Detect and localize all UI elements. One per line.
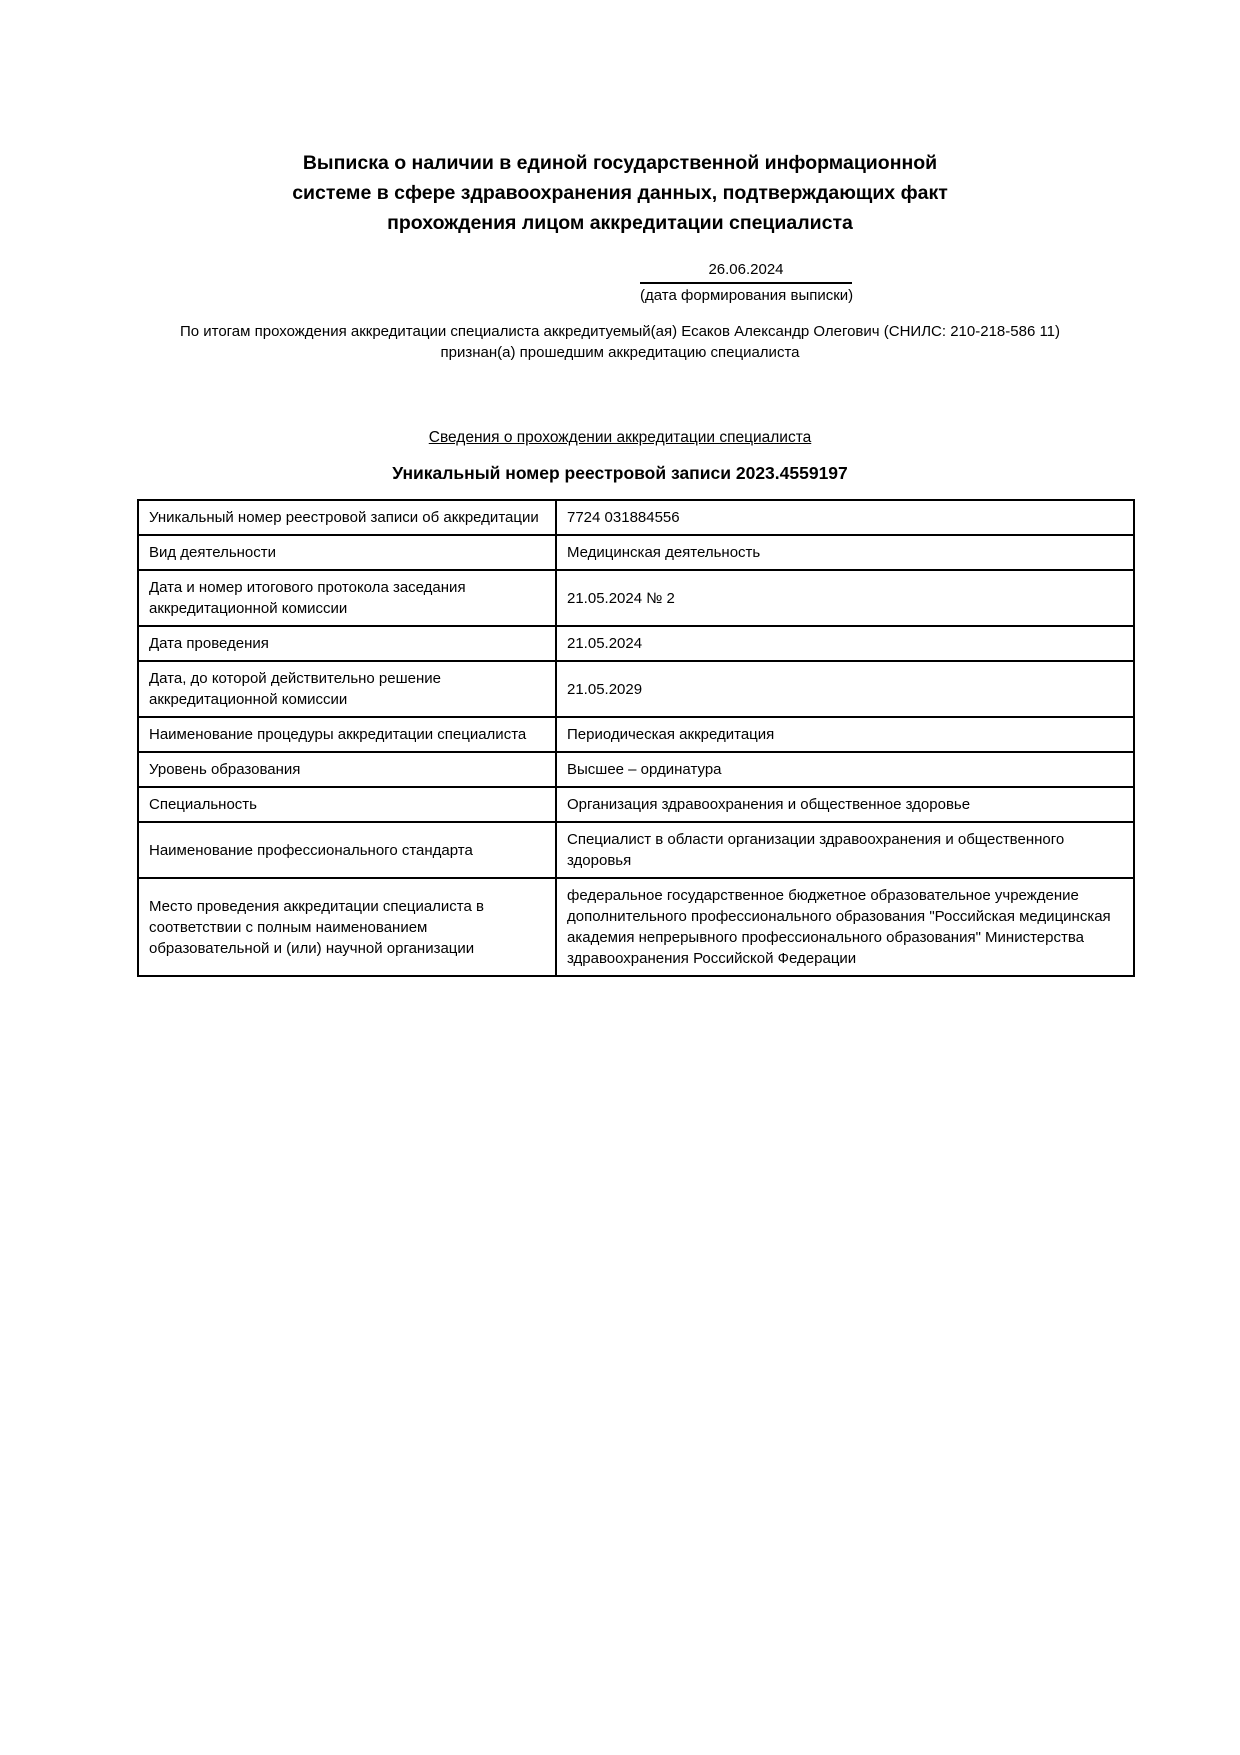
row-label-cell: Наименование профессионального стандарта (138, 822, 556, 878)
row-value-cell: Медицинская деятельность (556, 535, 1134, 570)
table-row (138, 878, 1134, 976)
row-label-cell: Вид деятельности (138, 535, 556, 570)
extract-date-caption: (дата формирования выписки) (640, 287, 854, 304)
row-value-cell: Организация здравоохранения и общественное здоровье (556, 787, 1134, 822)
extract-date: 26.06.2024 (640, 260, 852, 284)
section-heading: Сведения о прохождении аккредитации специалиста (428, 429, 812, 446)
row-label-cell: Место проведения аккредитации специалиста в соответствии с полным наименованием образовательной и (или) научной организации (138, 878, 556, 976)
row-label-cell: Дата проведения (138, 626, 556, 661)
row-value-cell: Периодическая аккредитация (556, 717, 1134, 752)
table-row (138, 500, 1134, 535)
date-block (640, 260, 852, 305)
row-label-cell: Дата и номер итогового протокола заседания аккредитационной комиссии (138, 570, 556, 626)
page-title-line: прохождения лицом аккредитации специалиста (387, 212, 853, 234)
row-value-cell: 7724 031884556 (556, 500, 1134, 535)
row-label-cell: Уровень образования (138, 752, 556, 787)
table-row (138, 626, 1134, 661)
row-value-cell: Специалист в области организации здравоохранения и общественного здоровья (556, 822, 1134, 878)
table-row (138, 822, 1134, 878)
registry-number-heading: Уникальный номер реестровой записи 2023.4559197 (392, 463, 848, 483)
row-value-cell: 21.05.2029 (556, 661, 1134, 717)
row-value-cell: Высшее – ординатура (556, 752, 1134, 787)
row-label-cell: Наименование процедуры аккредитации специалиста (138, 717, 556, 752)
table-row (138, 787, 1134, 822)
page-title-line: системе в сфере здравоохранения данных, подтверждающих факт (292, 182, 948, 204)
table-row (138, 535, 1134, 570)
row-value-cell: 21.05.2024 № 2 (556, 570, 1134, 626)
intro-line: По итогам прохождения аккредитации специалиста аккредитуемый(ая) Есаков Александр Олегович (СНИЛС: 210-218-586 11) (179, 323, 1061, 340)
row-label-cell: Уникальный номер реестровой записи об аккредитации (138, 500, 556, 535)
accreditation-table (137, 499, 1135, 977)
intro-paragraph (0, 321, 1240, 363)
page-title-line: Выписка о наличии в единой государственной информационной (302, 152, 938, 174)
row-value-cell: федеральное государственное бюджетное образовательное учреждение дополнительного профессионального образования "Российская медицинская академия непрерывного профессионального образования" Министерства здравоохранения Российской Федерации (556, 878, 1134, 976)
table-row (138, 752, 1134, 787)
row-value-cell: 21.05.2024 (556, 626, 1134, 661)
row-label-cell: Дата, до которой действительно решение аккредитационной комиссии (138, 661, 556, 717)
table-row (138, 717, 1134, 752)
row-label-cell: Специальность (138, 787, 556, 822)
table-row (138, 661, 1134, 717)
intro-line: признан(а) прошедшим аккредитацию специалиста (440, 344, 800, 361)
table-row (138, 570, 1134, 626)
page-title (0, 0, 1240, 238)
